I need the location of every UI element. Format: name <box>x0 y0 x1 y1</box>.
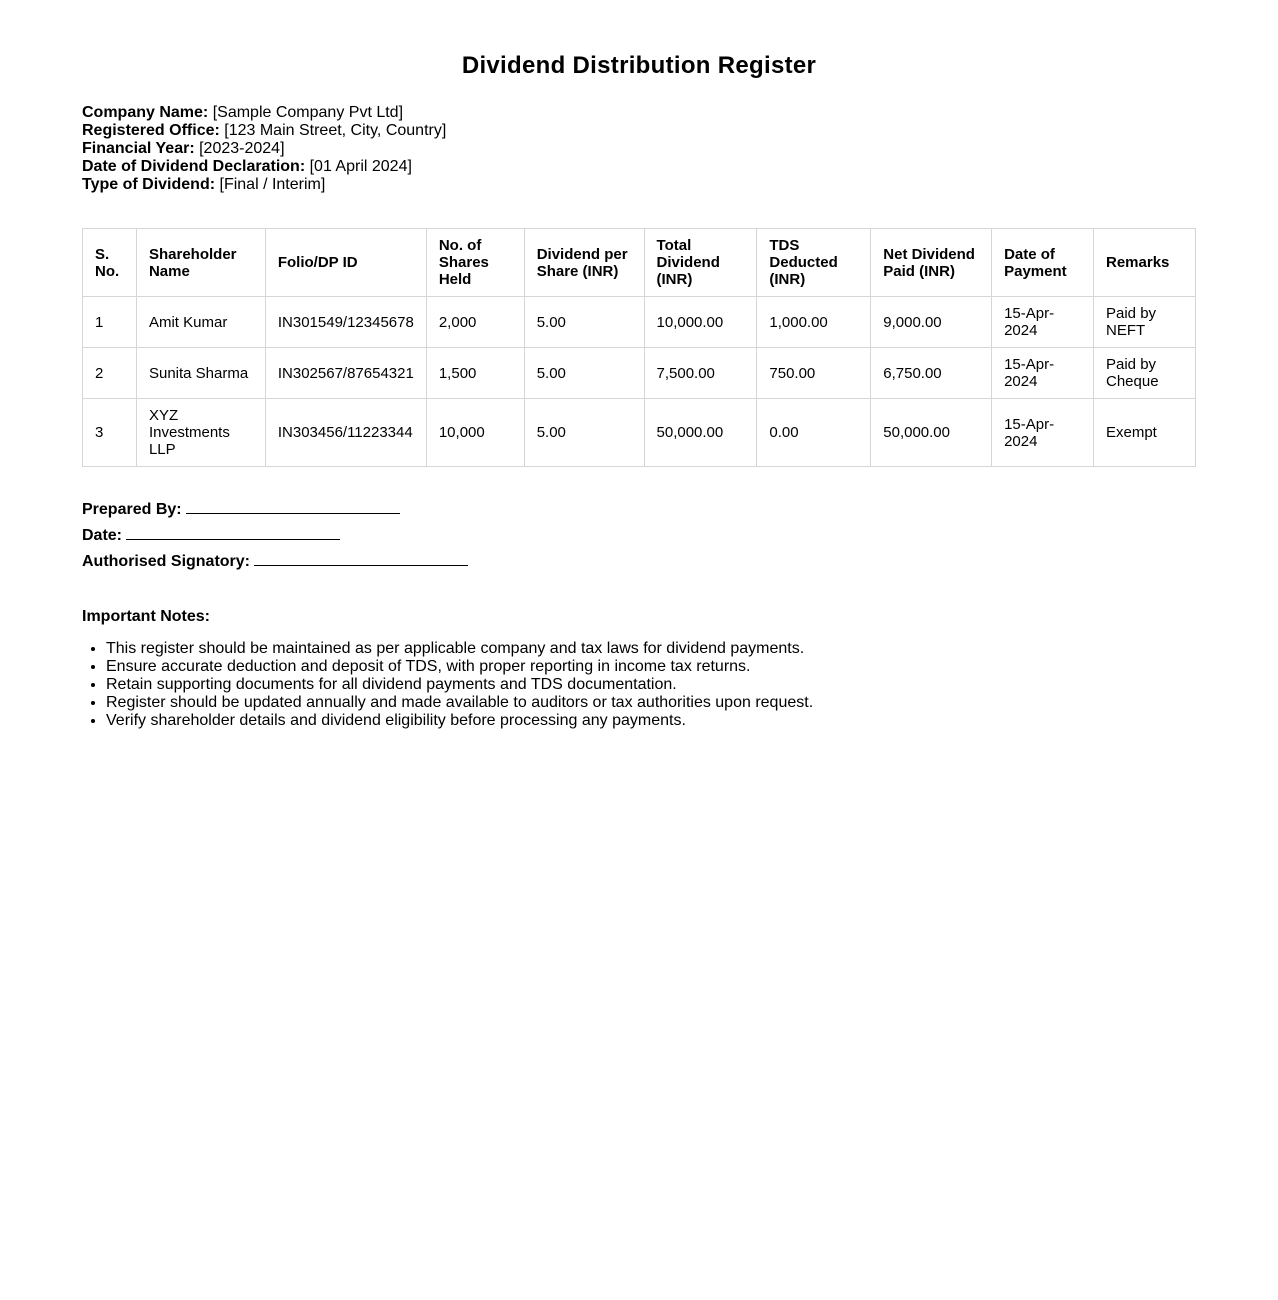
authorised-signatory-blank[interactable] <box>254 551 468 566</box>
signature-block <box>82 497 1196 575</box>
cell-s-no: 3 <box>83 399 137 467</box>
list-item: • Register should be updated annually and made available to auditors or tax authorities upon request. <box>106 694 1196 712</box>
registered-office-value: [123 Main Street, City, Country] <box>224 122 447 139</box>
notes-heading: Important Notes: <box>82 608 210 625</box>
dividend-type-label: Type of Dividend: <box>82 176 216 193</box>
cell-shareholder-name: XYZ Investments LLP <box>136 399 265 467</box>
notes-list <box>82 640 1196 730</box>
cell-shares-held: 1,500 <box>426 348 524 399</box>
cell-total-dividend: 10,000.00 <box>644 297 757 348</box>
cell-dividend-per-share: 5.00 <box>524 399 644 467</box>
cell-tds-deducted: 0.00 <box>757 399 871 467</box>
dividend-type-line <box>82 176 1196 194</box>
cell-shareholder-name: Amit Kumar <box>136 297 265 348</box>
header-s-no: S. No. <box>83 229 137 297</box>
table-header-row <box>83 229 1196 297</box>
cell-shares-held: 10,000 <box>426 399 524 467</box>
date-line <box>82 523 1196 549</box>
cell-shares-held: 2,000 <box>426 297 524 348</box>
declaration-date-line <box>82 158 1196 176</box>
list-item: • Ensure accurate deduction and deposit of TDS, with proper reporting in income tax returns. <box>106 658 1196 676</box>
company-name-line <box>82 104 1196 122</box>
header-dividend-per-share: Dividend per Share (INR) <box>524 229 644 297</box>
date-label: Date: <box>82 527 123 544</box>
registered-office-label: Registered Office: <box>82 122 220 139</box>
dividend-register-table <box>82 228 1196 467</box>
cell-remarks: Paid by Cheque <box>1094 348 1196 399</box>
cell-net-dividend: 9,000.00 <box>871 297 992 348</box>
header-tds-deducted: TDS Deducted (INR) <box>757 229 871 297</box>
header-total-dividend: Total Dividend (INR) <box>644 229 757 297</box>
prepared-by-line <box>82 497 1196 523</box>
registered-office-line <box>82 122 1196 140</box>
financial-year-label: Financial Year: <box>82 140 195 157</box>
cell-dividend-per-share: 5.00 <box>524 297 644 348</box>
list-item: • Retain supporting documents for all dividend payments and TDS documentation. <box>106 676 1196 694</box>
table-row <box>83 348 1196 399</box>
list-item: • Verify shareholder details and dividend eligibility before processing any payments. <box>106 712 1196 730</box>
authorised-signatory-line <box>82 549 1196 575</box>
financial-year-value: [2023-2024] <box>199 140 285 157</box>
cell-folio-dp-id: IN303456/11223344 <box>265 399 426 467</box>
cell-folio-dp-id: IN302567/87654321 <box>265 348 426 399</box>
date-blank[interactable] <box>126 525 340 540</box>
cell-shareholder-name: Sunita Sharma <box>136 348 265 399</box>
cell-remarks: Exempt <box>1094 399 1196 467</box>
declaration-date-label: Date of Dividend Declaration: <box>82 158 306 175</box>
cell-s-no: 2 <box>83 348 137 399</box>
cell-tds-deducted: 750.00 <box>757 348 871 399</box>
cell-remarks: Paid by NEFT <box>1094 297 1196 348</box>
cell-total-dividend: 50,000.00 <box>644 399 757 467</box>
cell-date-of-payment: 15-Apr-2024 <box>992 399 1094 467</box>
cell-dividend-per-share: 5.00 <box>524 348 644 399</box>
cell-folio-dp-id: IN301549/12345678 <box>265 297 426 348</box>
cell-total-dividend: 7,500.00 <box>644 348 757 399</box>
header-shares-held: No. of Shares Held <box>426 229 524 297</box>
cell-net-dividend: 6,750.00 <box>871 348 992 399</box>
list-item: • This register should be maintained as per applicable company and tax laws for dividend payments. <box>106 640 1196 658</box>
company-info <box>82 104 1196 194</box>
header-date-of-payment: Date of Payment <box>992 229 1094 297</box>
table-row <box>83 297 1196 348</box>
company-name-label: Company Name: <box>82 104 209 121</box>
table-row <box>83 399 1196 467</box>
dividend-type-value: [Final / Interim] <box>219 176 326 193</box>
cell-date-of-payment: 15-Apr-2024 <box>992 297 1094 348</box>
header-shareholder-name: Shareholder Name <box>136 229 265 297</box>
company-name-value: [Sample Company Pvt Ltd] <box>212 104 404 121</box>
prepared-by-blank[interactable] <box>186 499 400 514</box>
cell-date-of-payment: 15-Apr-2024 <box>992 348 1094 399</box>
declaration-date-value: [01 April 2024] <box>309 158 412 175</box>
cell-tds-deducted: 1,000.00 <box>757 297 871 348</box>
cell-s-no: 1 <box>83 297 137 348</box>
header-remarks: Remarks <box>1094 229 1196 297</box>
cell-net-dividend: 50,000.00 <box>871 399 992 467</box>
financial-year-line <box>82 140 1196 158</box>
header-net-dividend: Net Dividend Paid (INR) <box>871 229 992 297</box>
page-title: Dividend Distribution Register <box>461 52 817 79</box>
authorised-signatory-label: Authorised Signatory: <box>82 553 251 570</box>
prepared-by-label: Prepared By: <box>82 501 182 518</box>
header-folio-dp-id: Folio/DP ID <box>265 229 426 297</box>
